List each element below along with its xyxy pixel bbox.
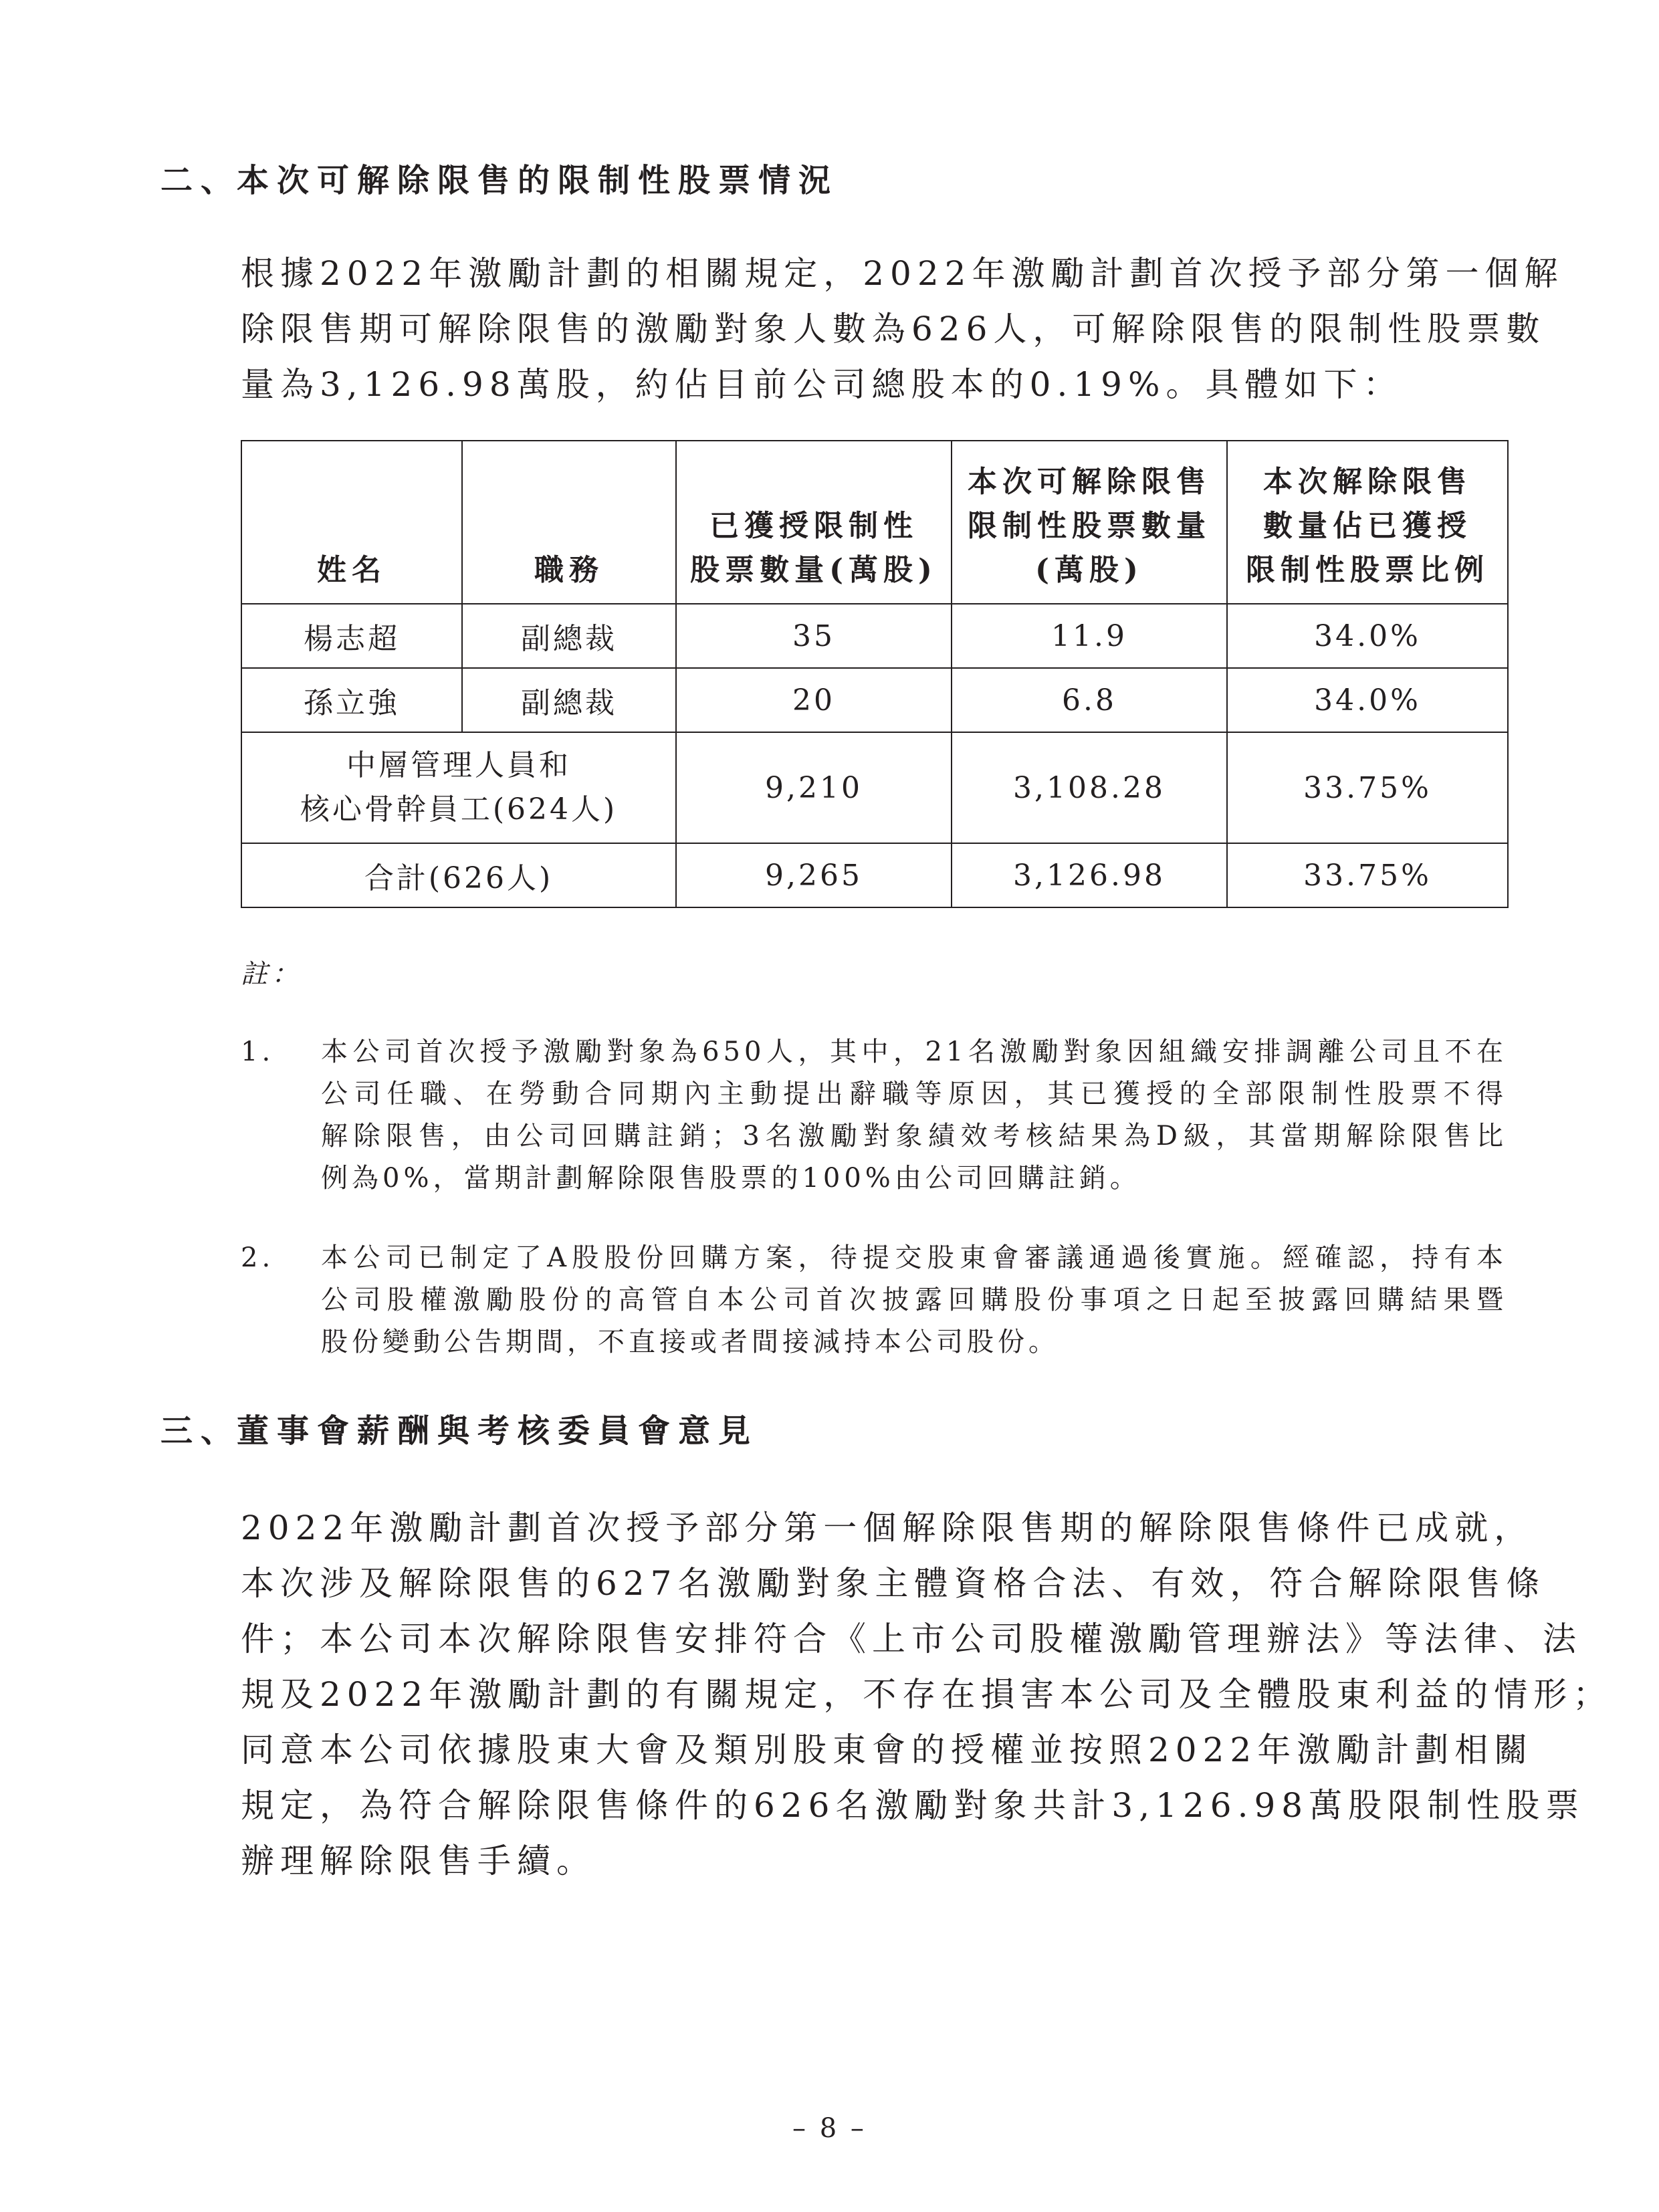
paragraph-line: 本次涉及解除限售的627名激勵對象主體資格合法、有效，符合解除限售條 xyxy=(241,1564,1546,1603)
note-line: 例為0%，當期計劃解除限售股票的100%由公司回購註銷。 xyxy=(321,1163,1141,1194)
cell-ratio: 33.75% xyxy=(1227,732,1508,843)
cell-group-label xyxy=(241,732,676,843)
section-2-heading xyxy=(160,160,839,201)
cell-unlockable: 11.9 xyxy=(952,604,1227,668)
table-row-total xyxy=(241,843,1508,907)
header-unlockable-line: 限制性股票數量 xyxy=(968,509,1211,543)
paragraph-line: 規及2022年激勵計劃的有關規定，不存在損害本公司及全體股東利益的情形； xyxy=(241,1675,1613,1714)
header-unlockable-line: 本次可解除限售 xyxy=(968,465,1211,499)
header-position: 職務 xyxy=(462,441,676,604)
cell-unlockable: 6.8 xyxy=(952,668,1227,732)
note-line: 股份變動公告期間，不直接或者間接減持本公司股份。 xyxy=(321,1327,1059,1357)
note-item xyxy=(241,1031,1507,1200)
header-granted xyxy=(676,441,952,604)
cell-name: 楊志超 xyxy=(241,604,462,668)
cell-ratio: 33.75% xyxy=(1227,843,1508,907)
section-3-number: 三、 xyxy=(160,1412,241,1450)
page-number: – 8 – xyxy=(792,2113,867,2144)
paragraph-line: 規定，為符合解除限售條件的626名激勵對象共計3,126.98萬股限制性股票 xyxy=(241,1786,1585,1825)
cell-total-label: 合計(626人) xyxy=(241,843,676,907)
cell-unlockable: 3,126.98 xyxy=(952,843,1227,907)
header-ratio xyxy=(1227,441,1508,604)
cell-unlockable: 3,108.28 xyxy=(952,732,1227,843)
table-row xyxy=(241,604,1508,668)
header-granted-line: 已獲授限制性 xyxy=(709,509,918,543)
table-row xyxy=(241,668,1508,732)
cell-ratio: 34.0% xyxy=(1227,604,1508,668)
paragraph-line: 辦理解除限售手續。 xyxy=(241,1842,596,1880)
note-line: 公司任職、在勞動合同期內主動提出辭職等原因，其已獲授的全部限制性股票不得 xyxy=(321,1079,1507,1109)
cell-name: 孫立強 xyxy=(241,668,462,732)
header-name: 姓名 xyxy=(241,441,462,604)
cell-position: 副總裁 xyxy=(462,668,676,732)
cell-granted: 9,265 xyxy=(676,843,952,907)
cell-position: 副總裁 xyxy=(462,604,676,668)
group-label-line: 核心骨幹員工(624人) xyxy=(300,792,618,826)
section-2-number: 二、 xyxy=(160,162,241,199)
group-label-line: 中層管理人員和 xyxy=(346,748,571,782)
note-item xyxy=(241,1237,1507,1363)
note-body xyxy=(321,1031,1507,1200)
header-ratio-line: 本次解除限售 xyxy=(1263,465,1472,499)
paragraph-line: 除限售期可解除限售的激勵對象人數為626人，可解除限售的限制性股票數 xyxy=(241,310,1546,348)
paragraph-line: 2022年激勵計劃首次授予部分第一個解除限售期的解除限售條件已成就， xyxy=(241,1509,1534,1547)
paragraph-line: 量為3,126.98萬股，約佔目前公司總股本的0.19%。具體如下： xyxy=(241,365,1403,404)
note-line: 本公司已制定了A股股份回購方案，待提交股東會審議通過後實施。經確認，持有本 xyxy=(321,1242,1507,1273)
table-header-row xyxy=(241,441,1508,604)
section-3-paragraph xyxy=(241,1501,1613,1889)
header-ratio-line: 數量佔已獲授 xyxy=(1263,509,1472,543)
note-body xyxy=(321,1237,1507,1363)
note-line: 解除限售，由公司回購註銷；3名激勵對象績效考核結果為D級，其當期解除限售比 xyxy=(321,1121,1507,1151)
cell-granted: 9,210 xyxy=(676,732,952,843)
section-3-title: 董事會薪酬與考核委員會意見 xyxy=(237,1412,759,1450)
section-2-title: 本次可解除限售的限制性股票情況 xyxy=(237,162,839,199)
cell-granted: 35 xyxy=(676,604,952,668)
note-number: 2. xyxy=(241,1242,275,1273)
note-line: 本公司首次授予激勵對象為650人，其中，21名激勵對象因組織安排調離公司且不在 xyxy=(321,1036,1507,1067)
cell-ratio: 34.0% xyxy=(1227,668,1508,732)
header-unlockable xyxy=(952,441,1227,604)
paragraph-line: 同意本公司依據股東大會及類別股東會的授權並按照2022年激勵計劃相關 xyxy=(241,1731,1534,1769)
note-line: 公司股權激勵股份的高管自本公司首次披露回購股份事項之日起至披露回購結果暨 xyxy=(321,1285,1507,1315)
notes-label: 註： xyxy=(241,959,302,990)
cell-granted: 20 xyxy=(676,668,952,732)
paragraph-line: 件；本公司本次解除限售安排符合《上市公司股權激勵管理辦法》等法律、法 xyxy=(241,1620,1582,1658)
restricted-shares-table xyxy=(241,440,1509,908)
section-3-heading xyxy=(160,1411,758,1451)
header-unlockable-line: (萬股) xyxy=(1035,553,1143,587)
table-row-group xyxy=(241,732,1508,843)
header-granted-line: 股票數量(萬股) xyxy=(690,553,937,587)
header-ratio-line: 限制性股票比例 xyxy=(1246,553,1489,587)
section-2-paragraph xyxy=(241,246,1564,413)
paragraph-line: 根據2022年激勵計劃的相關規定，2022年激勵計劃首次授予部分第一個解 xyxy=(241,254,1564,293)
note-number: 1. xyxy=(241,1036,275,1067)
